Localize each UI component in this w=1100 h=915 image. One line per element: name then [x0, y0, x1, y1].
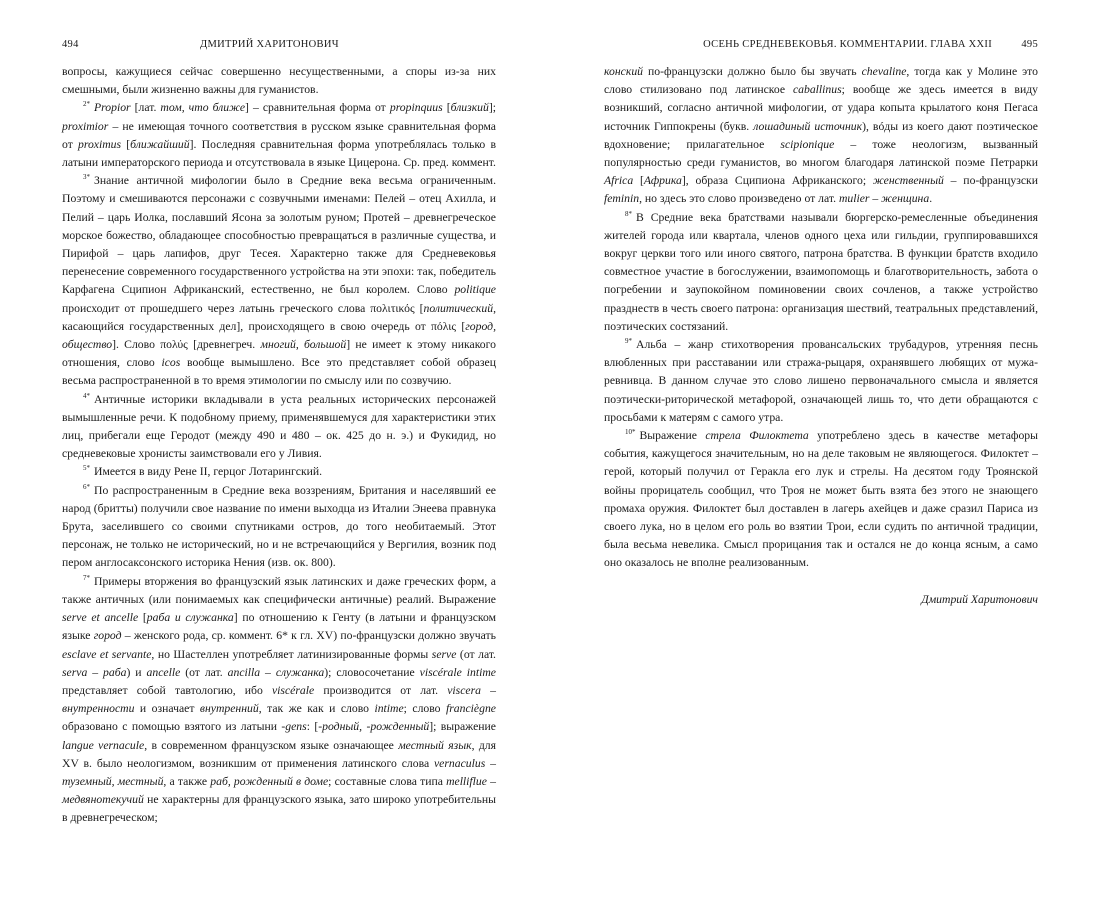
comment-continuation: [604, 63, 1038, 209]
left-running-title: ДМИТРИЙ ХАРИТОНОВИЧ: [200, 39, 339, 50]
note-marker: 8*: [625, 209, 632, 218]
note-marker: 10*: [625, 428, 636, 437]
left-page-body: [62, 63, 496, 828]
left-page-number: 494: [62, 39, 79, 50]
comment-note: [62, 172, 496, 390]
comment-note: [62, 463, 496, 481]
comment-note: [604, 336, 1038, 427]
comment-note: [604, 427, 1038, 573]
note-marker: 4*: [83, 391, 90, 400]
note-text: конский по-французски должно было бы звучать chevaline, тогда как у Молине это слово стилизовано под латинское caballinus; вообще же здесь имеется в виду возникший, согласно античной мифологии, от удара копыта крылатого коня Пегаса источник Гиппокрены (букв. лошадиный источник), вóды из коего дают поэтическое вдохновение; прилагательное scipionique – тоже неологизм, вызванный популярностью среди гуманистов, во многом благодаря латинской поэме Петрарки Africa [Африка], образа Сципиона Африканского; женственный – по-французски feminin, но здесь это слово произведено от лат. mulier – женщина.: [604, 65, 1038, 206]
comment-note: [62, 573, 496, 828]
note-text: В Средние века братствами называли бюргерско-ремесленные объединения жителей города или квартала, членов одного цеха или гильдии, группировавшихся вокруг церкви того или иного святого, патрона братства. В функции братств входило совместное участие в богослужении, взаимопомощь и благотворительность, забота о погребении и заупокойном поминовении своих сочленов, а также устройство празднеств в честь своего патрона: организация шествий, театральных представлений, поэтических состязаний.: [604, 210, 1038, 333]
note-text: Примеры вторжения во французский язык латинских и даже греческих форм, а также античных (или понимаемых как специфически античные) реалий. Выражение serve et ancelle [раба и служанка] по отношению к Генту (в латыни и французском языке город – женского рода, ср. коммент. 6* к гл. XV) по-французски должно звучать esclave et servante, но Шастеллен употребляет латинизированные формы serve (от лат. serva – раба) и ancelle (от лат. ancilla – служанка); словосочетание viscérale intime представляет собой тавтологию, ибо viscérale производится от лат. viscera – внутренности и означает внутренний, так же как и слово intime; слово franciègne образовано с помощью взятого из латыни -gens: [-родный, -рожденный]; выражение langue vernacule, в современном французском языке означающее местный язык, для XV в. было неологизмом, возникшим от применения латинского слова vernaculus – туземный, местный, а также раб, рожденный в доме; составные слова типа melliflue – медвянотекучий не характерны для французского языка, зато широко употребительны в древнегреческом;: [62, 574, 496, 825]
note-text: По распространенным в Средние века воззрениям, Британия и населявший ее народ (бритты) получили свое название по имени выходца из Италии Энеева правнука Брута, заселившего со своими спутниками остров, до того необитаемый. Этот персонаж, не только не исторический, но и не встречающийся у Вергилия, возник под пером англосаксонского историка Нения (изв. ок. 800).: [62, 483, 496, 570]
comment-note: [62, 391, 496, 464]
comment-note: [62, 99, 496, 172]
comment-note: [62, 482, 496, 573]
note-marker: 2*: [83, 100, 90, 109]
note-text: Альба – жанр стихотворения провансальских трубадуров, утренняя песнь влюбленных при расставании или стража-рыцаря, охранявшего любящих от мужа-ревнивца. В данном случае это слово лишено первоначального смысла и является поэтически-риторической метафорой, означающей лишь то, что дети обращаются с просьбами к матерям с самого утра.: [604, 338, 1038, 424]
comment-continuation: [62, 63, 496, 99]
comment-note: [604, 209, 1038, 336]
note-text: Имеется в виду Рене II, герцог Лотарингский.: [94, 465, 323, 479]
note-text: Античные историки вкладывали в уста реальных исторических персонажей вымышленные речи. К подобному приему, применявшемуся для характеристики этих лиц, прибегали еще Геродот (между 490 и 480 – ок. 425 до н. э.) и Фукидид, но средневековые хронисты заимствовали его у Ливия.: [62, 392, 496, 461]
note-marker: 5*: [83, 464, 90, 473]
right-running-title: ОСЕНЬ СРЕДНЕВЕКОВЬЯ. КОММЕНТАРИИ. ГЛАВА XXII: [703, 39, 992, 50]
right-page-number: 495: [1021, 39, 1038, 50]
note-marker: 7*: [83, 573, 90, 582]
left-page: [62, 0, 496, 915]
note-text: Propior [лат. том, что ближе] – сравнительная форма от propinquus [близкий]; proximior – не имеющая точного соответствия в русском языке сравнительная форма от proximus [ближайший]. Последняя сравнительная форма употреблялась только в латыни императорского периода и отсутствовала в языке Цицерона. Ср. пред. коммент.: [62, 101, 496, 170]
note-text: Знание античной мифологии было в Средние века весьма ограниченным. Поэтому и смешиваются персонажи с созвучными именами: Пелей – отец Ахилла, и Пелий – царь Иолка, пославший Ясона за золотым руном; Протей – древнегреческое морское божество, обладающее способностью превращаться в различные существа, и Пирифой – царь лапифов, друг Тесея. Характерно также для Средневековья перенесение современного государственного устройства на эти эпохи: так, победитель Карфагена Сципион Африканский, естественно, не был королем. Слово politique происходит от прошедшего через латынь греческого слова πολιτικός [политический, касающийся государственных дел], происходящего в свою очередь от πόλις [город, общество]. Слово πολύς [древнегреч. многий, большой] не имеет к этому никакого отношения, слово icos вообще вымышлено. Все это представляет собой образец весьма распространенной в то время этимологии по смыслу или по созвучию.: [62, 174, 496, 388]
right-page: [604, 0, 1038, 915]
note-text: Выражение стрела Филоктета употреблено здесь в качестве метафоры события, кажущегося значительным, но на деле таковым не являющегося. Филоктет – герой, который получил от Геракла его лук и стрелы. На десятом году Троянской войны прорицатель сообщил, что Троя не может быть взята без этого не знающего промаха оружия. Филоктет был доставлен в лагерь ахейцев и даже сразил Париса из своего лука, но в целом его роль во взятии Трои, если судить по античной традиции, была весьма невелика. Смысл прорицания так и остался не до конца ясным, а само оно оказалось не вполне реализованным.: [604, 429, 1039, 570]
note-text: вопросы, кажущиеся сейчас совершенно несущественными, а споры из-за них смешными, были жизненно важны для гуманистов.: [62, 65, 496, 97]
left-running-head: [62, 38, 496, 52]
right-page-body: [604, 63, 1038, 609]
note-marker: 9*: [625, 337, 632, 346]
note-marker: 3*: [83, 173, 90, 182]
author-signature: Дмитрий Харитонович: [921, 592, 1038, 606]
right-running-head: [604, 38, 1038, 52]
note-marker: 6*: [83, 482, 90, 491]
